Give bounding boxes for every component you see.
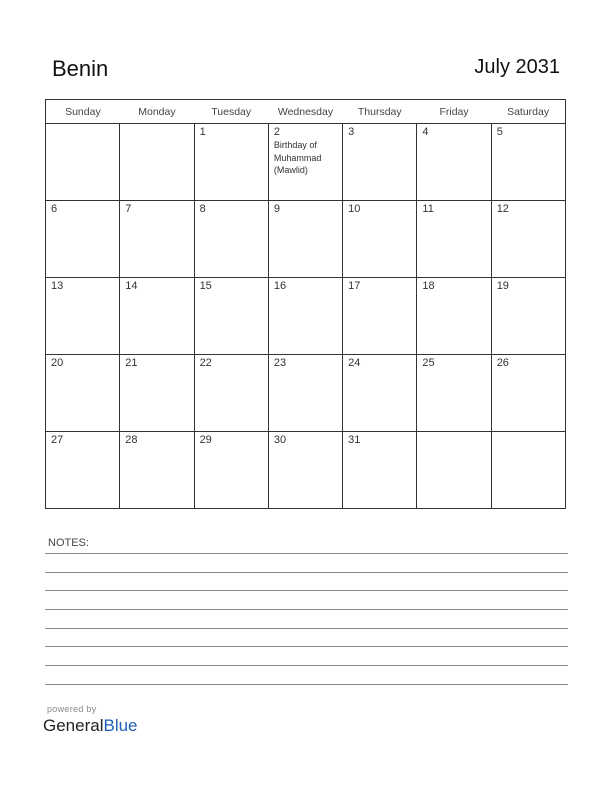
day-number: 7 — [125, 203, 132, 215]
day-number: 10 — [348, 203, 361, 215]
day-cell — [46, 432, 120, 509]
holiday-label: Birthday of Muhammad (Mawlid) — [273, 140, 322, 175]
day-cell — [194, 432, 268, 509]
day-number: 26 — [496, 357, 509, 369]
day-number: 11 — [422, 203, 434, 215]
brand-logo[interactable] — [43, 716, 138, 736]
day-number: 29 — [199, 434, 212, 446]
day-cell — [417, 201, 491, 278]
day-cell — [343, 201, 417, 278]
day-cell — [194, 278, 268, 355]
day-cell — [268, 124, 342, 201]
day-cell — [343, 432, 417, 509]
day-number: 30 — [273, 434, 287, 446]
day-cell — [417, 432, 491, 509]
day-cell — [194, 124, 268, 201]
day-cell — [120, 201, 194, 278]
day-number: 17 — [348, 280, 361, 292]
weekday-header-row — [46, 100, 566, 124]
week-row — [46, 124, 566, 201]
day-cell — [343, 355, 417, 432]
day-number: 31 — [348, 434, 361, 446]
day-number: 12 — [496, 203, 509, 215]
day-number: 22 — [199, 357, 212, 369]
day-number: 18 — [422, 280, 435, 292]
weekday-header: Tuesday — [194, 100, 268, 124]
powered-by-text: powered by — [47, 704, 97, 714]
day-cell — [417, 278, 491, 355]
weekday-header: Friday — [417, 100, 491, 124]
day-number: 25 — [422, 357, 435, 369]
day-cell — [343, 124, 417, 201]
country-title: Benin — [52, 56, 109, 81]
weekday-header: Saturday — [491, 100, 565, 124]
day-number: 21 — [125, 357, 138, 369]
day-cell — [194, 355, 268, 432]
week-row — [46, 355, 566, 432]
day-number: 27 — [51, 434, 64, 446]
day-cell — [268, 355, 342, 432]
weekday-header: Sunday — [46, 100, 120, 124]
day-cell — [491, 201, 565, 278]
day-number: 6 — [51, 203, 58, 215]
note-line — [45, 572, 568, 573]
day-number: 9 — [273, 203, 280, 215]
day-number: 15 — [199, 280, 212, 292]
day-number: 3 — [348, 126, 355, 138]
week-row — [46, 432, 566, 509]
day-number: 8 — [199, 203, 206, 215]
day-cell — [194, 201, 268, 278]
day-number: 13 — [51, 280, 64, 292]
day-number: 28 — [125, 434, 138, 446]
day-cell — [120, 432, 194, 509]
day-number: 20 — [51, 357, 64, 369]
day-cell — [417, 355, 491, 432]
weekday-header: Monday — [120, 100, 194, 124]
day-cell — [120, 124, 194, 201]
note-line — [45, 665, 568, 666]
day-cell — [46, 201, 120, 278]
brand-blue: Blue — [103, 716, 138, 735]
day-number: 19 — [496, 280, 509, 292]
day-cell — [268, 201, 342, 278]
day-cell — [343, 278, 417, 355]
week-row — [46, 201, 566, 278]
day-number: 24 — [348, 357, 361, 369]
day-cell — [268, 432, 342, 509]
note-line — [45, 609, 568, 610]
day-cell — [491, 355, 565, 432]
day-cell — [268, 278, 342, 355]
day-number: 4 — [422, 126, 429, 138]
day-cell — [46, 355, 120, 432]
note-line — [45, 553, 568, 554]
day-cell — [46, 278, 120, 355]
day-cell — [491, 124, 565, 201]
brand-general: General — [43, 716, 104, 735]
day-cell — [417, 124, 491, 201]
day-number: 1 — [199, 126, 206, 138]
day-cell — [491, 278, 565, 355]
day-number: 14 — [125, 280, 138, 292]
notes-label: NOTES: — [48, 537, 89, 549]
note-line — [45, 646, 568, 647]
day-number: 23 — [273, 357, 287, 369]
note-line — [45, 628, 568, 629]
day-number: 2 — [273, 126, 280, 138]
note-line — [45, 684, 568, 685]
day-cell — [491, 432, 565, 509]
calendar-grid — [45, 99, 566, 509]
day-cell — [120, 355, 194, 432]
day-cell — [46, 124, 120, 201]
note-line — [45, 590, 568, 591]
day-number: 5 — [496, 126, 503, 138]
month-title: July 2031 — [474, 56, 560, 78]
weekday-header: Thursday — [343, 100, 417, 124]
day-number: 16 — [273, 280, 287, 292]
day-cell — [120, 278, 194, 355]
weekday-header: Wednesday — [268, 100, 342, 124]
week-row — [46, 278, 566, 355]
